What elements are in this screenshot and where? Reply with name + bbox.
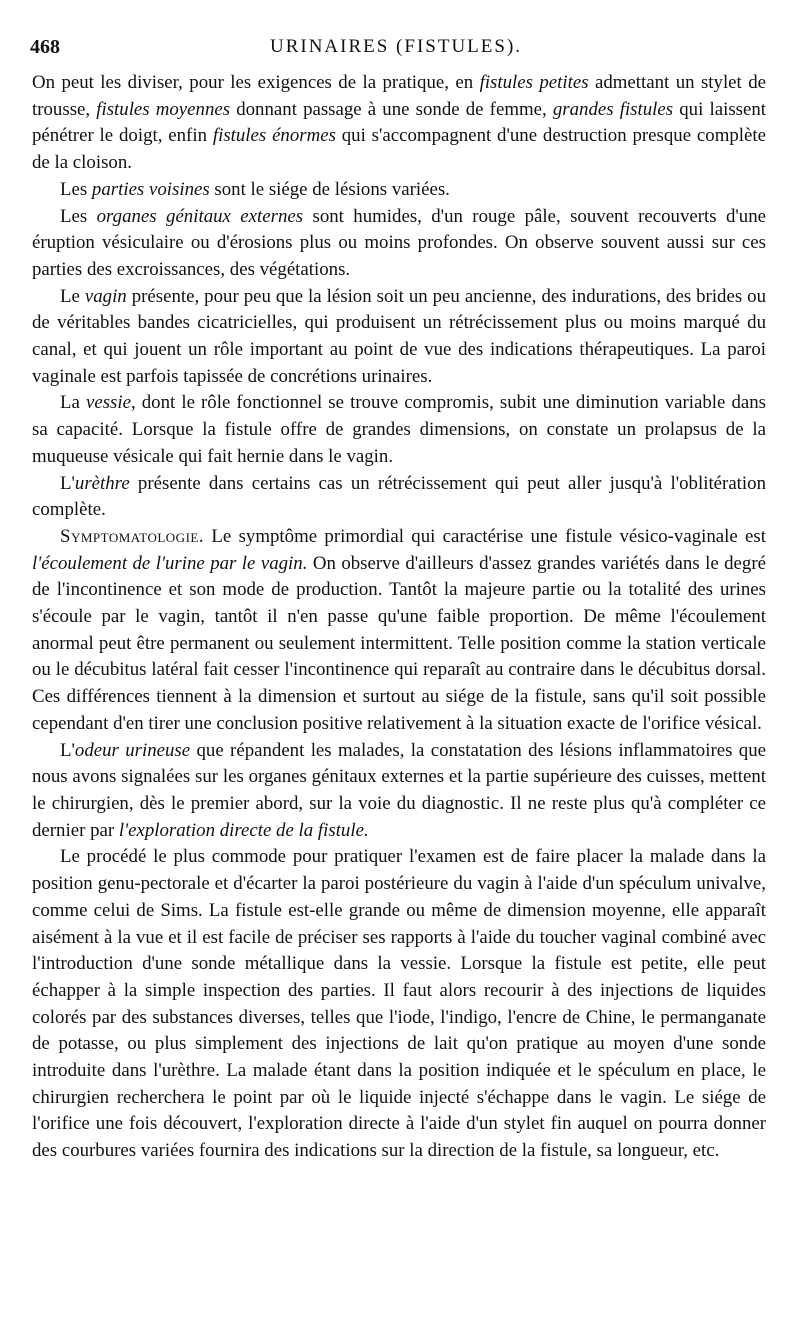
- section-heading: Symptomatologie.: [60, 525, 205, 547]
- italic-term: l'exploration directe de la fistule.: [118, 819, 369, 841]
- text-run: Le symptôme primordial qui caractérise une fistule vésico-vaginale est: [204, 525, 766, 547]
- paragraph-bladder: [32, 390, 766, 470]
- text-run: donnant passage à une sonde de femme,: [230, 98, 553, 120]
- italic-term: odeur urineuse: [74, 739, 191, 761]
- text-run: Le: [60, 285, 85, 307]
- text-run: Le procédé le plus commode pour pratiquer l'examen est de faire placer la malade dans la position genu-pectorale et d'écarter la paroi postérieure du vagin à l'aide d'un spéculum univalve, comme celui de Sims. La fistule est-elle grande ou même de dimension moyenne, elle apparaît aisément à la vue et il est facile de préciser ses rapports à l'aide du toucher vaginal combiné avec l'introduction d'une sonde métallique dans la vessie. Lorsque la fistule est petite, elle peut échapper à la simple inspection des parties. Il faut alors recourir à des injections de liquides colorés par des substances diverses, telles que l'iode, l'indigo, l'encre de Chine, le permanganate de potasse, ou plus simplement des injections de lait qu'on pratique au moyen d'une sonde introduite dans l'urèthre. La malade étant dans la position indiquée et le spéculum en place, le chirurgien recherchera le point par où le liquide injecté s'échappe dans le vagin. Le siége de l'orifice une fois découvert, l'exploration directe à l'aide d'un stylet fin auquel on pourra donner des courbures variées fournira des indications sur la direction de la fistule, sa longueur, etc.: [32, 846, 766, 1162]
- text-run: , dont le rôle fonctionnel se trouve compromis, subit une diminution variable dans sa capacité. Lorsque la fistule offre de grandes dimensions, on constate un prolapsus de la muqueuse vésicale qui fait hernie dans le vagin.: [32, 392, 767, 467]
- paragraph-examination-procedure: [32, 844, 766, 1164]
- italic-term: organes génitaux externes: [96, 205, 304, 227]
- page-header: [30, 36, 762, 62]
- text-run: sont humides, d'un rouge pâle, souvent recouverts d'une éruption vésiculaire ou d'érosions plus ou moins profondes. On observe souvent aussi sur ces parties des excroissances, des végétations.: [32, 205, 767, 280]
- text-run: On observe d'ailleurs d'assez grandes variétés dans le degré de l'incontinence et son mode de production. Tantôt la majeure partie ou la totalité des urines s'écoule par le vagin, tantôt il n'en passe qu'une faible proportion. De même l'écoulement anormal peut être permanent ou seulement intermittent. Telle position comme la station verticale ou le décubitus latéral fait cesser l'incontinence qui reparaît au contraire dans le décubitus dorsal. Ces différences tiennent à la dimension et surtout au siége de la fistule, sans qu'il soit possible cependant d'en tirer une conclusion positive relativement à la situation exacte de l'orifice vésical.: [32, 552, 766, 734]
- page-number: 468: [30, 36, 60, 58]
- text-run: La: [60, 392, 86, 414]
- text-run: On peut les diviser, pour les exigences de la pratique, en: [32, 72, 480, 93]
- text-run: sont le siége de lésions variées.: [209, 178, 450, 200]
- text-run: qui s'accompagnent d'une destruction presque complète de la cloison.: [32, 125, 766, 174]
- paragraph-neighbouring-parts: [32, 177, 766, 204]
- text-run: qui laissent pénétrer le doigt, enfin: [32, 98, 767, 147]
- text-run: que répandent les malades, la constatation des lésions inflammatoires que nous avons signalées sur les organes génitaux externes et la partie supérieure des cuisses, mettent le chirurgien, dès le premier abord, sur la voie du diagnostic. Il ne reste plus qu'à compléter ce dernier par: [32, 739, 766, 841]
- italic-term: urèthre: [74, 472, 130, 494]
- paragraph-fistula-classification: [32, 70, 766, 177]
- paragraph-vagina: [32, 284, 766, 391]
- italic-term: vagin: [84, 285, 127, 307]
- italic-term: grandes fistules: [552, 98, 674, 120]
- italic-term: fistules moyennes: [96, 98, 231, 120]
- italic-term: vessie: [85, 392, 131, 414]
- text-run: admettant un stylet de trousse,: [32, 72, 766, 120]
- text-run: présente, pour peu que la lésion soit un peu ancienne, des indurations, des brides ou de véritables bandes cicatricielles, qui produisent un rétrécissement plus ou moins marqué du canal, et qui jouent un rôle important au point de vue des indications thérapeutiques. La paroi vaginale est parfois tapissée de concrétions urinaires.: [32, 285, 766, 387]
- italic-term: l'écoulement de l'urine par le vagin.: [32, 552, 308, 574]
- text-run: L': [60, 472, 75, 494]
- body-text: [32, 70, 766, 1165]
- text-run: Les: [60, 178, 92, 200]
- paragraph-urine-odour: [32, 738, 766, 845]
- italic-term: parties voisines: [91, 178, 210, 200]
- running-head: URINAIRES (FISTULES).: [269, 36, 523, 57]
- paragraph-urethra: [32, 471, 766, 524]
- paragraph-external-genitals: [32, 204, 766, 284]
- text-run: L': [60, 739, 75, 761]
- paragraph-symptomatology: [32, 524, 766, 738]
- italic-term: fistules énormes: [212, 125, 336, 147]
- text-run: Les: [60, 205, 97, 227]
- text-run: présente dans certains cas un rétrécissement qui peut aller jusqu'à l'oblitération complète.: [32, 472, 766, 521]
- italic-term: fistules petites: [479, 72, 589, 93]
